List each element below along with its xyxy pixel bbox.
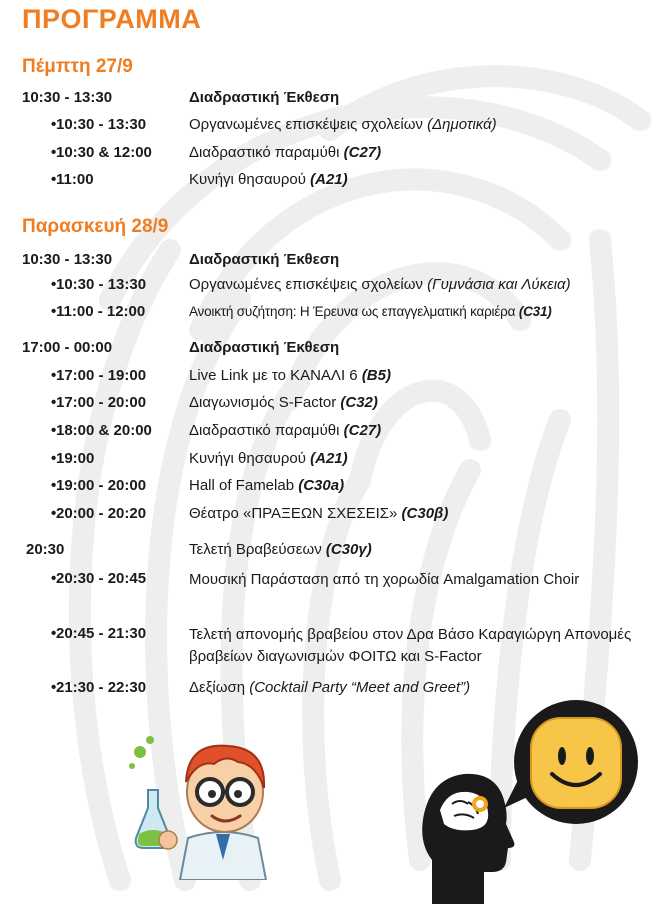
row-description: Live Link με το ΚΑΝΑΛΙ 6 (B5) (189, 367, 391, 384)
bullet: • (51, 679, 57, 696)
scientist-cartoon-illustration (128, 730, 278, 880)
day-heading-thursday: Πέμπτη 27/9 (22, 56, 133, 77)
row-time: 10:30 - 13:30 (56, 276, 147, 293)
row-time: 11:00 - 12:00 (56, 303, 146, 320)
row-time: 17:00 - 00:00 (22, 339, 113, 356)
row-description: Ανοικτή συζήτηση: Η Έρευνα ως επαγγελματική καριέρα (C31) (189, 304, 552, 319)
row-time: 19:00 (56, 450, 95, 467)
row-description: Οργανωμένες επισκέψεις σχολείων (Δημοτικά) (189, 116, 497, 133)
row-time: 19:00 - 20:00 (56, 477, 147, 494)
row-time: 20:00 - 20:20 (56, 505, 147, 522)
row-description: Διαδραστικό παραμύθι (C27) (189, 144, 382, 161)
row-description: Μουσική Παράσταση από τη χορωδία Amalgamation Choir (189, 571, 580, 588)
row-description: Διαδραστική Έκθεση (189, 251, 340, 268)
row-description: Κυνήγι θησαυρού (A21) (189, 171, 348, 188)
row-time: 21:30 - 22:30 (56, 679, 147, 696)
bullet: • (51, 116, 57, 133)
row-description: Κυνήγι θησαυρού (A21) (189, 450, 348, 467)
row-description: Διαδραστικό παραμύθι (C27) (189, 422, 382, 439)
row-description: Δεξίωση (Cocktail Party “Meet and Greet”) (189, 679, 471, 696)
row-time: 10:30 & 12:00 (56, 144, 152, 161)
bullet: • (51, 570, 57, 587)
bullet: • (51, 477, 57, 494)
row-time: 10:30 - 13:30 (22, 251, 113, 268)
row-time: 17:00 - 20:00 (56, 394, 147, 411)
row-time: 20:30 - 20:45 (56, 570, 147, 587)
row-description: Διαγωνισμός S-Factor (C32) (189, 394, 378, 411)
head-silhouette-with-thought-bubble (414, 692, 654, 904)
bullet: • (51, 625, 57, 642)
page-title: ΠΡΟΓΡΑΜΜΑ (22, 4, 202, 34)
bullet: • (51, 505, 57, 522)
row-time: 10:30 - 13:30 (22, 89, 113, 106)
row-description: Διαδραστική Έκθεση (189, 89, 340, 106)
bullet: • (51, 276, 57, 293)
bullet: • (51, 422, 57, 439)
row-time: 17:00 - 19:00 (56, 367, 147, 384)
row-description: Hall of Famelab (C30a) (189, 477, 345, 494)
bullet: • (51, 367, 57, 384)
row-description: Τελετή Βραβεύσεων (C30γ) (189, 541, 372, 558)
bullet: • (51, 144, 57, 161)
day-heading-friday: Παρασκευή 28/9 (22, 216, 169, 237)
row-time: 11:00 (56, 171, 94, 188)
row-description: Θέατρο «ΠΡΑΞΕΩΝ ΣΧΕΣΕΙΣ» (C30β) (189, 505, 449, 522)
smiley-thought-bubble-icon (504, 700, 638, 824)
bullet: • (51, 450, 57, 467)
row-time: 10:30 - 13:30 (56, 116, 147, 133)
bullet: • (51, 394, 57, 411)
row-description: Οργανωμένες επισκέψεις σχολείων (Γυμνάσια και Λύκεια) (189, 276, 571, 293)
row-description: Τελετή απονομής βραβείου στον Δρα Βάσο Καραγιώργη Απονομές βραβείων διαγωνισμών ΦΟΙΤΩ και S-Factor (189, 626, 632, 665)
bullet: • (51, 303, 57, 320)
row-time: 20:45 - 21:30 (56, 625, 147, 642)
row-description: Διαδραστική Έκθεση (189, 339, 340, 356)
row-time: 18:00 & 20:00 (56, 422, 152, 439)
bullet: • (51, 171, 57, 188)
head-silhouette-icon (422, 774, 514, 904)
row-time: 20:30 (26, 541, 65, 558)
